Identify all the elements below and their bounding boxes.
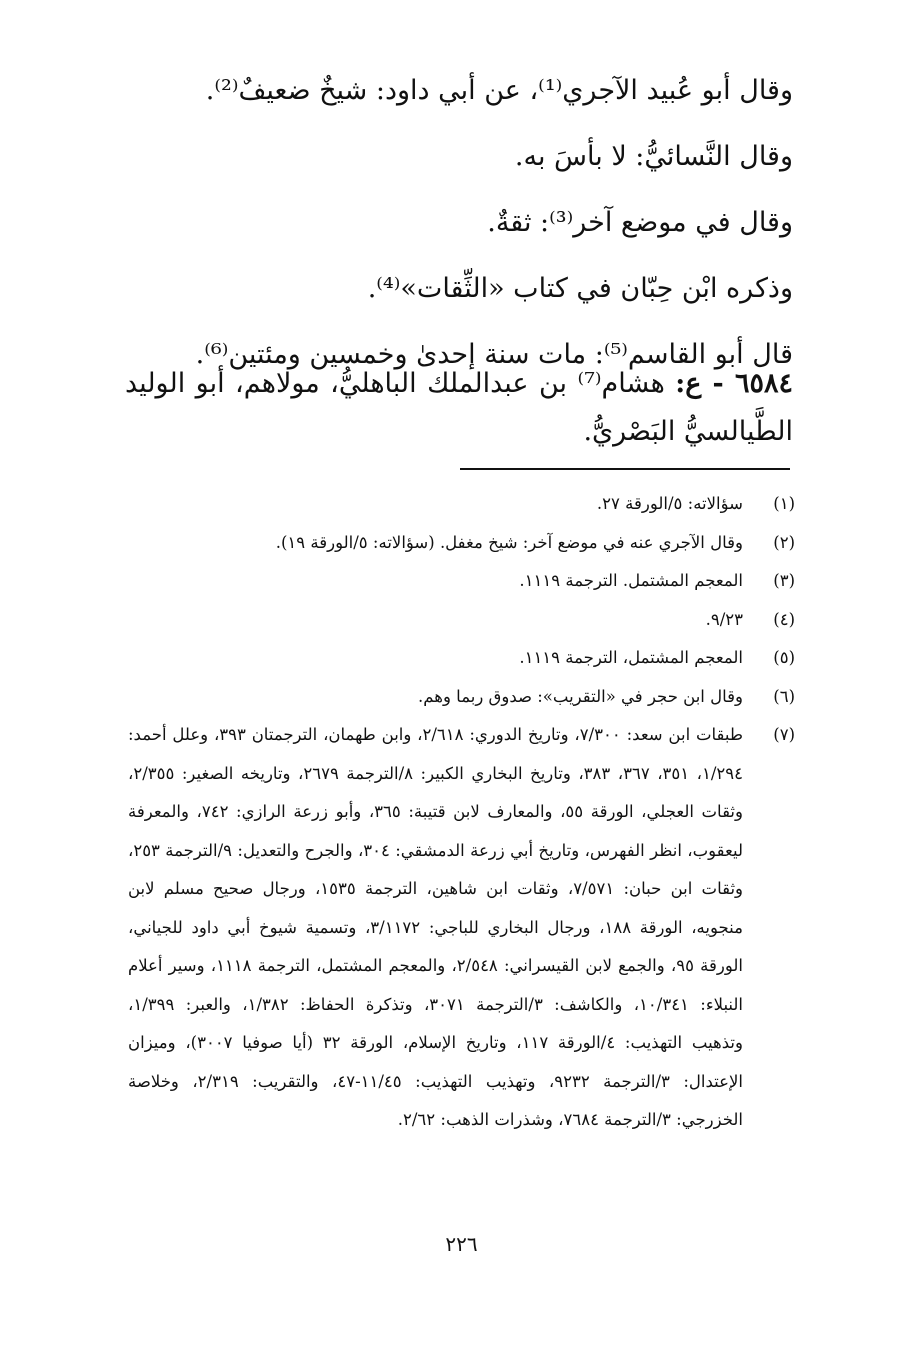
- footnote: [128, 601, 795, 640]
- footnote-number: (٣): [773, 571, 795, 590]
- footnote-text: سؤالاته: ٥/الورقة ٢٧.: [596, 494, 743, 513]
- text-line: وقال أبو عُبيد الآجري⁽¹⁾، عن أبي داود: شيخٌ ضعيفٌ⁽²⁾.: [205, 75, 793, 106]
- footnote-text: وقال الآجري عنه في موضع آخر: شيخ مغفل. (سؤالاته: ٥/الورقة ١٩).: [275, 532, 743, 552]
- footnote: [128, 716, 795, 1140]
- footnote-number: (٤): [773, 609, 795, 629]
- footnote: [128, 639, 795, 678]
- text-line: وقال في موضع آخر⁽³⁾: ثقةٌ.: [487, 207, 793, 238]
- page-number: ٢٢٦: [445, 1232, 478, 1256]
- biography-entry: [125, 360, 793, 456]
- footnote-number: (٢): [773, 532, 795, 552]
- entry-heading: هشام⁽⁷⁾ بن عبدالملك الباهليُّ، مولاهم، أبو الوليد الطَّيالسيُّ البَصْريُّ.: [125, 368, 793, 447]
- footnote: [128, 562, 795, 601]
- footnote-number: (٥): [773, 648, 795, 667]
- text-line: وقال النَّسائيُّ: لا بأسَ به.: [514, 141, 793, 172]
- main-text: [125, 58, 793, 388]
- footnote-text: المعجم المشتمل، الترجمة ١١١٩.: [519, 648, 743, 667]
- footnote-number: (١): [773, 494, 795, 513]
- footnote-text: المعجم المشتمل. الترجمة ١١١٩.: [519, 571, 743, 590]
- footnote-text: طبقات ابن سعد: ٧/٣٠٠، وتاريخ الدوري: ٢/٦١٨، وابن طهمان، الترجمتان ٣٩٣، وعلل أحمد: ١/٢٩٤، ٣٥١، ٣٦٧، ٣٨٣، وتاريخ البخاري الكبير: ٨/الترجمة ٢٦٧٩، وتاريخه الصغير: ٢/٣٥٥، وثقات العجلي، الورقة ٥٥، والمعارف لابن قتيبة: ٣٦٥، وأبو زرعة الرازي: ٧٤٢، والمعرفة ليعقوب، انظر الفهرس، وتاريخ أبي زرعة الدمشقي: ٣٠٤، والجرح والتعديل: ٩/الترجمة ٢٥٣، وثقات ابن حبان: ٧/٥٧١، وثقات ابن شاهين، الترجمة ١٥٣٥، ورجال صحيح مسلم لابن منجويه، الورقة ١٨٨، ورجال البخاري للباجي: ٣/١١٧٢، وتسمية شيوخ أبي داود للجياني، الورقة ٩٥، والجمع لابن القيسراني: ٢/٥٤٨، والمعجم المشتمل، الترجمة ١١١٨، وسير أعلام النبلاء: ١٠/٣٤١، والكاشف: ٣/الترجمة ٣٠٧١، وتذكرة الحفاظ: ١/٣٨٢، والعبر: ١/٣٩٩، وتذهيب التهذيب: ٤/الورقة ١١٧، وتاريخ الإسلام، الورقة ٣٢ (أيا صوفيا ٣٠٠٧)، وميزان الإعتدال: ٣/الترجمة ٩٢٣٢، وتهذيب التهذيب: ١١/٤٥-٤٧، والتقريب: ٢/٣١٩، وخلاصة الخزرجي: ٣/الترجمة ٧٦٨٤، وشذرات الذهب: ٢/٦٢.: [128, 725, 744, 1129]
- footnote: [128, 678, 795, 717]
- footnote-number: (٧): [773, 725, 795, 744]
- text-line: وذكره ابْن حِبّان في كتاب «الثِّقات»⁽⁴⁾.: [367, 273, 793, 304]
- text-line: قال أبو القاسم⁽⁵⁾: مات سنة إحدىٰ وخمسين ومئتين⁽⁶⁾.: [195, 339, 793, 370]
- footnote-text: ٩/٢٣.: [705, 609, 743, 629]
- footnote: [128, 485, 795, 524]
- footnote: [128, 524, 795, 563]
- footnote-number: (٦): [773, 686, 795, 706]
- footnotes: [128, 485, 795, 1140]
- footnote-divider: [460, 468, 790, 470]
- entry-number: ٦٥٨٤ - ع:: [675, 368, 793, 399]
- footnote-text: وقال ابن حجر في «التقريب»: صدوق ربما وهم.: [418, 686, 743, 706]
